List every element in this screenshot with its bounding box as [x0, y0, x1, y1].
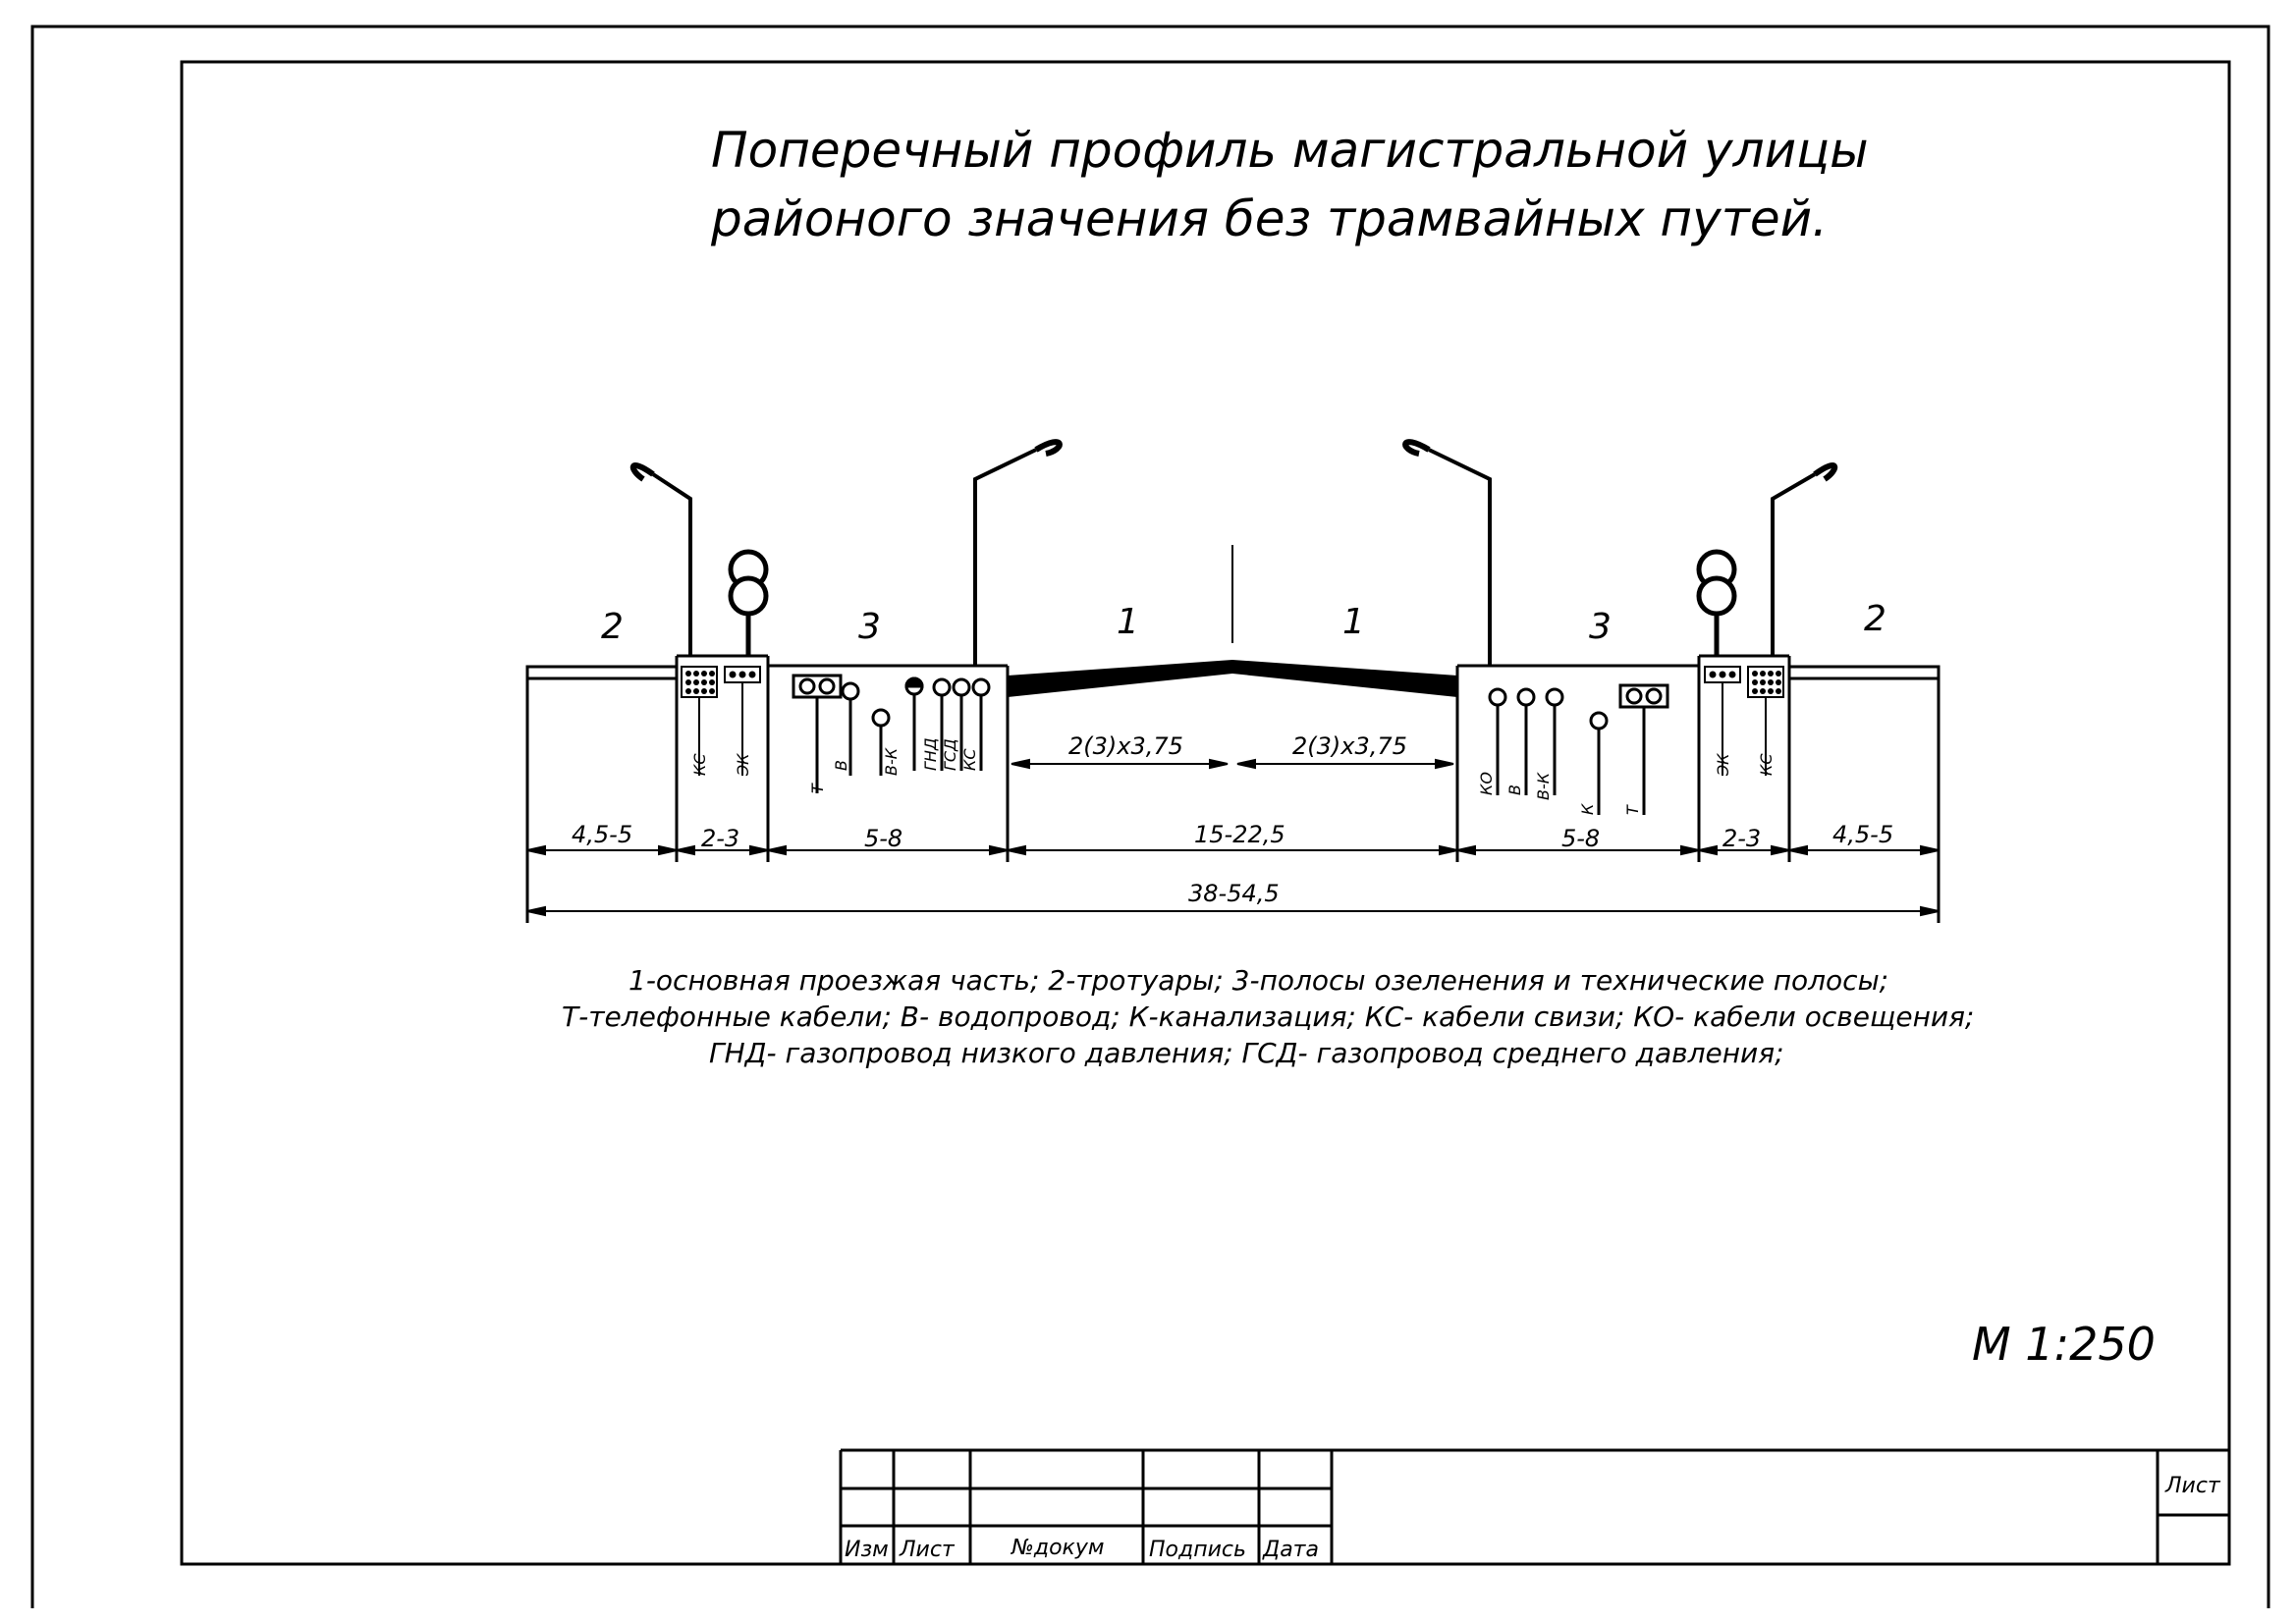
title-block-date: Дата — [1263, 1538, 1319, 1562]
legend-line-1: 1-основная проезжая часть; 2-тротуары; 3-полосы озеленения и технические полосы; — [629, 964, 1889, 997]
right-sidewalk-surface — [1789, 667, 1939, 678]
dim-narrow-left: 2-3 — [701, 825, 740, 852]
dim-green-right: 5-8 — [1561, 825, 1601, 852]
lane-dim-left: 2(3)x3,75 — [1068, 732, 1183, 760]
zone-label-3-right: 3 — [1589, 607, 1612, 647]
carriageway-surface — [1008, 660, 1457, 697]
lamp-posts — [633, 442, 1834, 666]
zone-label-2-right: 2 — [1864, 599, 1886, 639]
title-line-2: районого значения без трамвайных путей. — [711, 190, 1828, 247]
utility-label-k-right: К — [1578, 803, 1597, 815]
scale-label: М 1:250 — [1972, 1318, 2156, 1371]
title-block-sheet: Лист — [2165, 1474, 2220, 1498]
dim-carriageway: 15-22,5 — [1194, 821, 1285, 848]
lane-dim-right: 2(3)x3,75 — [1292, 732, 1407, 760]
tree-right — [1699, 552, 1734, 656]
title-block-izm: Изм — [845, 1538, 889, 1562]
lamp-left-inner — [975, 450, 1036, 666]
outer-frame — [32, 27, 2269, 1608]
title-block-list: Лист — [900, 1538, 955, 1562]
utility-label-ko-right: КО — [1477, 772, 1496, 795]
title-line-1: Поперечный профиль магистральной улицы — [711, 122, 1869, 179]
utility-label-v-right: В — [1505, 784, 1524, 795]
utility-label-ks-right: КС — [1757, 753, 1776, 776]
dim-narrow-right: 2-3 — [1722, 825, 1762, 852]
lamp-left-outer — [653, 474, 690, 656]
title-block-doc: №докум — [1011, 1536, 1105, 1560]
zone-label-1-left: 1 — [1117, 602, 1139, 642]
left-sidewalk-surface — [527, 667, 677, 678]
lamp-right-inner — [1429, 450, 1490, 666]
utility-label-ks-left-green: КС — [960, 748, 979, 771]
tree-left — [731, 552, 766, 656]
zone-label-2-left: 2 — [601, 607, 624, 647]
zone-label-1-right: 1 — [1342, 602, 1365, 642]
utility-label-vk-right: В-К — [1534, 772, 1553, 800]
dim-sidewalk-right: 4,5-5 — [1832, 821, 1894, 848]
lane-dimensions — [1011, 760, 1453, 768]
dim-green-left: 5-8 — [864, 825, 903, 852]
utility-label-gnd-left: ГНД — [921, 737, 940, 771]
utility-label-ek-left: ЭК — [734, 753, 752, 776]
legend-line-3: ГНД- газопровод низкого давления; ГСД- газопровод среднего давления; — [709, 1037, 1784, 1069]
utility-label-t-right: Т — [1623, 805, 1642, 815]
legend-line-2: Т-телефонные кабели; В- водопровод; К-канализация; КС- кабели свизи; КО- кабели освещения; — [562, 1001, 1975, 1033]
title-block-sign: Подпись — [1149, 1538, 1246, 1562]
utility-label-vk-left: В-К — [882, 747, 901, 776]
dim-sidewalk-left: 4,5-5 — [572, 821, 633, 848]
utility-label-ks-left: КС — [690, 753, 709, 776]
inner-frame — [182, 62, 2229, 1564]
utility-label-v-left: В — [832, 760, 850, 771]
lamp-right-outer — [1773, 474, 1815, 656]
zone-label-3-left: 3 — [858, 607, 881, 647]
dim-overall: 38-54,5 — [1188, 880, 1280, 907]
utility-label-t-left: Т — [808, 784, 827, 793]
utility-label-ek-right: ЭК — [1714, 753, 1732, 776]
utility-label-gsd-left: ГСД — [941, 738, 959, 771]
